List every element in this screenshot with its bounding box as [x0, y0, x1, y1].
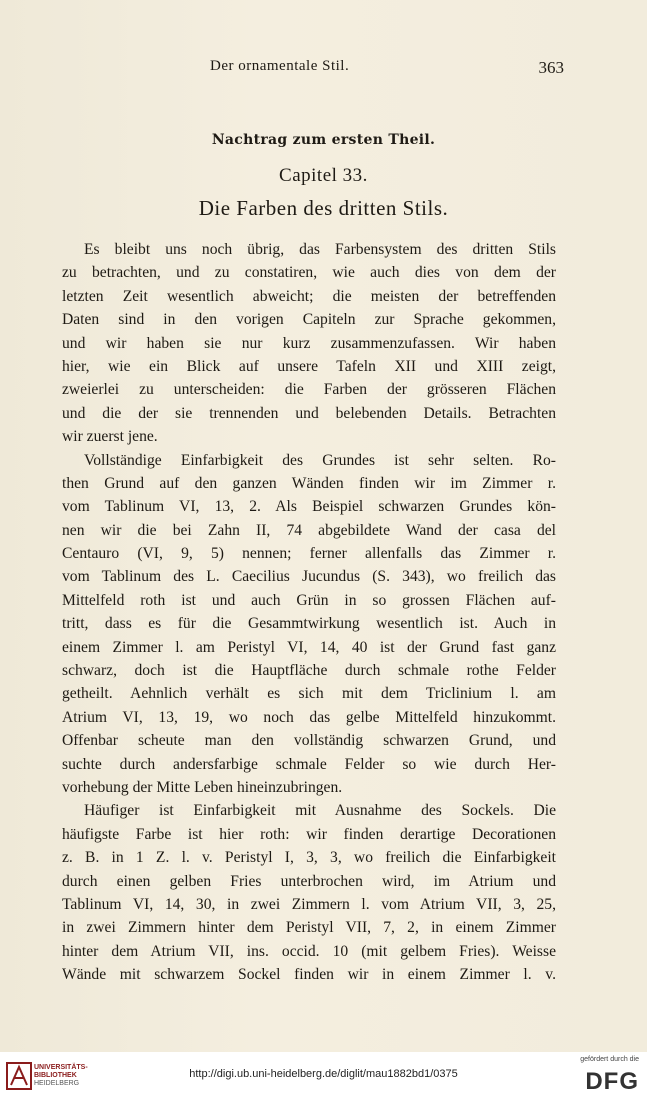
text-line: und die der sie trennenden und belebenden Details. Betrachten — [62, 404, 556, 422]
text-line: zu betrachten, und zu constatiren, wie auch dies von dem der — [62, 264, 556, 282]
library-name: UNIVERSITÄTS- BIBLIOTHEK HEIDELBERG — [34, 1064, 88, 1087]
text-line: Tablinum VI, 14, 30, in zwei Zimmern l. vom Atrium VII, 3, 25, — [62, 895, 556, 913]
chapter-number: Capitel 33. — [279, 165, 368, 186]
text-line: Wände mit schwarzem Sockel finden wir in einem Zimmer l. v. — [62, 966, 556, 984]
dfg-logo: DFG — [585, 1068, 639, 1095]
text-line: wir zuerst jene. — [62, 428, 158, 446]
text-line: z. B. in 1 Z. l. v. Peristyl I, 3, 3, wo freilich die Einfarbigkeit — [62, 849, 556, 867]
text-line: nen wir die bei Zahn II, 74 abgebildete Wand der casa del — [62, 521, 556, 539]
text-line: zweierlei zu unterscheiden: die Farben der grösseren Flächen — [62, 381, 556, 399]
running-head — [0, 58, 600, 80]
text-line: schwarz, doch ist die Hauptfläche durch schmale rothe Felder — [62, 662, 556, 680]
text-line: Mittelfeld roth ist und auch Grün in so grossen Flächen auf- — [62, 591, 556, 609]
text-line: suchte durch andersfarbige schmale Felder so wie durch Her- — [62, 755, 556, 773]
source-url-link[interactable]: http://digi.ub.uni-heidelberg.de/diglit/mau1882bd1/0375 — [189, 1068, 458, 1080]
viewer-footer — [0, 1052, 647, 1101]
text-line: durch einen gelben Fries unterbrochen wird, im Atrium und — [62, 872, 556, 890]
text-line: Offenbar scheute man den vollständig schwarzen Grund, und — [62, 732, 556, 750]
text-line: then Grund auf den ganzen Wänden finden wir im Zimmer r. — [62, 474, 556, 492]
text-line: in zwei Zimmern hinter dem Peristyl VII, 7, 2, in einem Zimmer — [62, 919, 556, 937]
text-line: Häufiger ist Einfarbigkeit mit Ausnahme des Sockels. Die — [84, 802, 556, 820]
text-line: einem Zimmer l. am Peristyl VI, 14, 40 ist der Grund fast ganz — [62, 638, 556, 656]
chapter-title: Die Farben des dritten Stils. — [198, 196, 449, 220]
text-line: Daten sind in den vorigen Capiteln zur Sprache gekommen, — [62, 311, 556, 329]
text-line: hier, wie ein Blick auf unsere Tafeln XII und XIII zeigt, — [62, 357, 556, 375]
text-line: häufigste Farbe ist hier roth: wir finden derartige Decorationen — [62, 825, 556, 843]
page-number: 363 — [538, 58, 564, 77]
running-title: Der ornamentale Stil. — [210, 58, 350, 74]
supplement-heading: Nachtrag zum ersten Theil. — [211, 132, 436, 148]
text-line: getheilt. Aehnlich verhält es sich mit dem Triclinium l. am — [62, 685, 556, 703]
text-line: Es bleibt uns noch übrig, das Farbensystem des dritten Stils — [84, 241, 556, 258]
text-line: Centauro (VI, 9, 5) nennen; ferner allenfalls das Zimmer r. — [62, 545, 556, 563]
text-line: Atrium VI, 13, 19, wo noch das gelbe Mittelfeld hinzukommt. — [62, 708, 556, 726]
text-line: letzten Zeit wesentlich abweicht; die meisten der betreffenden — [62, 287, 556, 305]
funding-note: gefördert durch die — [580, 1056, 639, 1063]
text-line: tritt, dass es für die Gesammtwirkung wesentlich ist. Auch in — [62, 615, 556, 633]
text-line: vom Tablinum des L. Caecilius Jucundus (S. 343), wo freilich das — [62, 568, 556, 586]
text-line: hinter dem Atrium VII, ins. occid. 10 (mit gelbem Fries). Weisse — [62, 942, 556, 960]
text-line: und wir haben sie nur kurz zusammenzufassen. Wir haben — [62, 334, 556, 352]
text-line: vorhebung der Mitte Leben hineinzubringen. — [62, 778, 343, 796]
text-line: Vollständige Einfarbigkeit des Grundes ist sehr selten. Ro- — [84, 451, 556, 469]
body-text — [62, 238, 556, 987]
text-line: vom Tablinum VI, 13, 2. Als Beispiel schwarzen Grundes kön- — [62, 498, 556, 516]
